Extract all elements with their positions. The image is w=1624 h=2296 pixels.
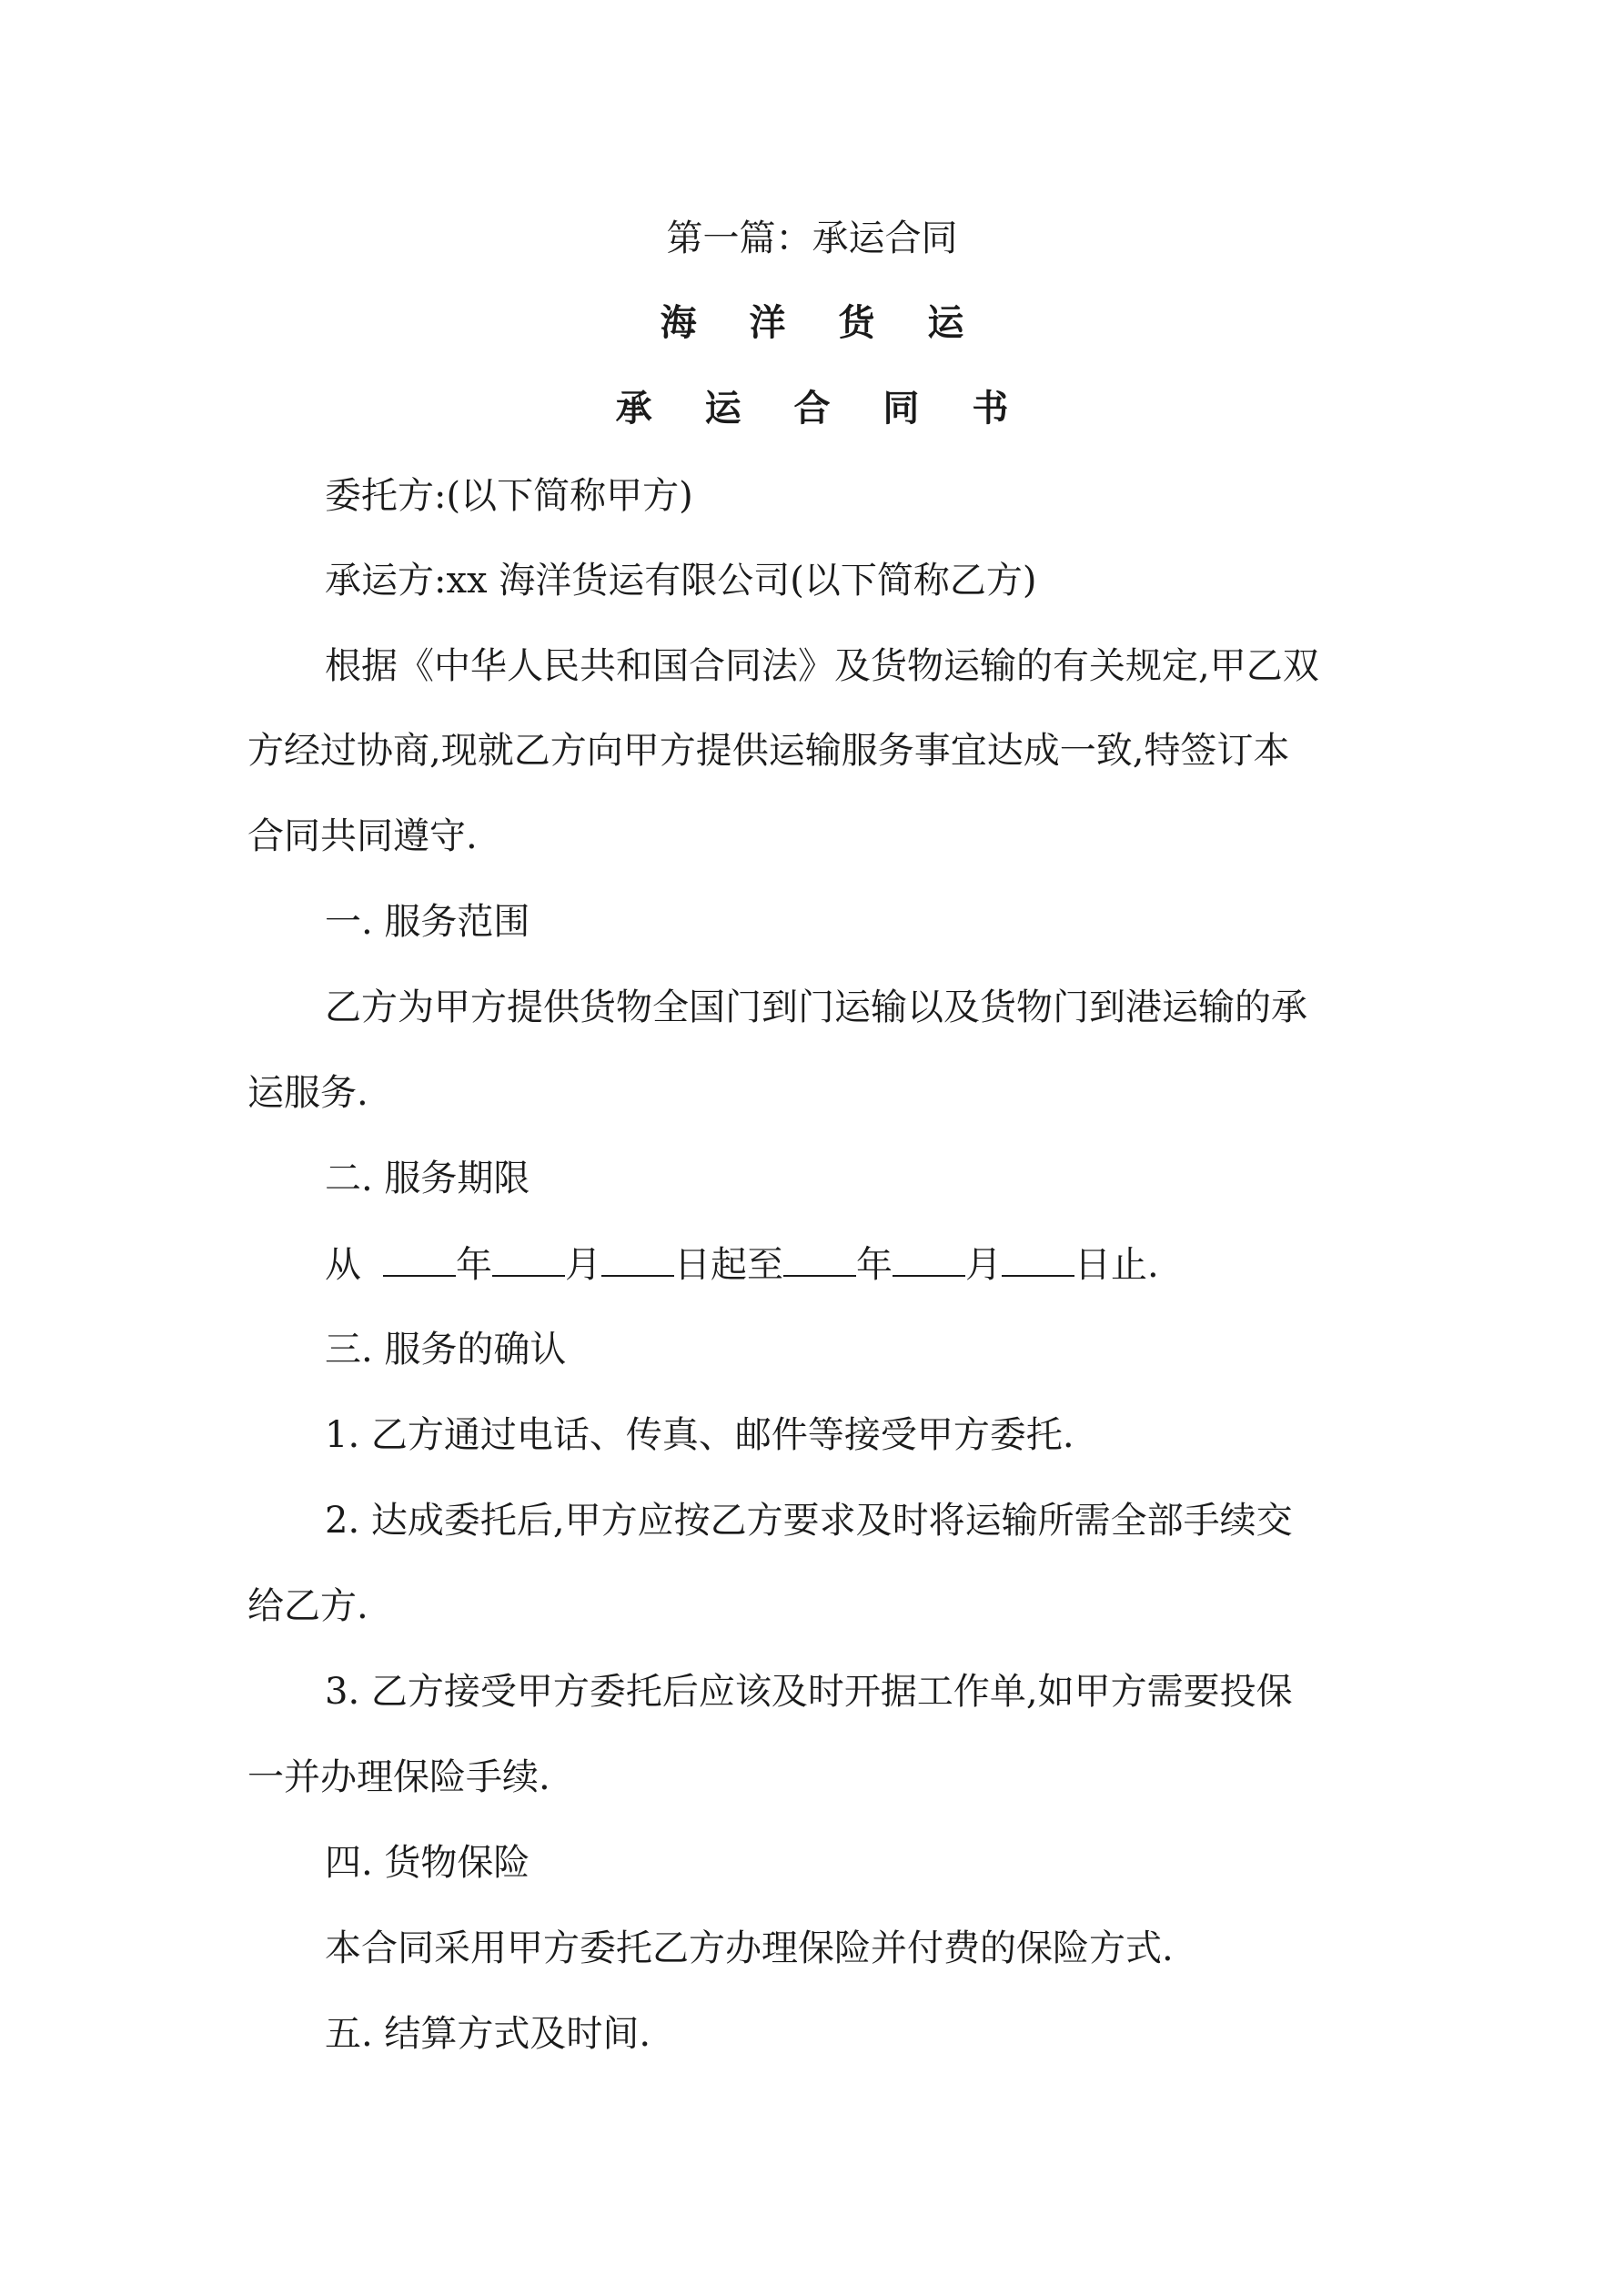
end-day-blank xyxy=(1002,1242,1074,1277)
section-5-heading: 五. 结算方式及时间. xyxy=(325,2013,651,2055)
term-from: 从 xyxy=(325,1244,361,1286)
term-month-label: 月 xyxy=(565,1244,601,1286)
section-1-body-line-2: 运服务. xyxy=(247,1072,368,1114)
service-term-line xyxy=(325,1242,1159,1287)
section-2-heading: 二. 服务期限 xyxy=(325,1158,530,1199)
consignor-line: 委托方:(以下简称甲方) xyxy=(325,475,693,517)
section-3-item-1: 1. 乙方通过电话、传真、邮件等接受甲方委托. xyxy=(325,1414,1074,1456)
preamble-line-1: 根据《中华人民共和国合同法》及货物运输的有关规定,甲乙双 xyxy=(325,645,1319,687)
section-1-body-line-1: 乙方为甲方提供货物全国门到门运输以及货物门到港运输的承 xyxy=(325,986,1307,1028)
preamble-line-3: 合同共同遵守. xyxy=(247,815,478,857)
title-line-1: 海 洋 货 运 xyxy=(660,301,984,344)
section-4-heading: 四. 货物保险 xyxy=(325,1842,530,1884)
term-year-label: 年 xyxy=(456,1244,492,1286)
start-month-blank xyxy=(492,1242,565,1277)
end-month-blank xyxy=(893,1242,965,1277)
section-4-body: 本合同采用甲方委托乙方办理保险并付费的保险方式. xyxy=(325,1927,1174,1969)
section-3-heading: 三. 服务的确认 xyxy=(325,1329,567,1371)
term-end-month-label: 月 xyxy=(965,1244,1002,1286)
preamble-line-2: 方经过协商,现就乙方向甲方提供运输服务事宜达成一致,特签订本 xyxy=(247,730,1290,772)
term-day-end-label: 日止. xyxy=(1074,1244,1159,1286)
title-line-2: 承 运 合 同 书 xyxy=(615,387,1029,430)
start-year-blank xyxy=(383,1242,456,1277)
section-3-item-3-line-2: 一并办理保险手续. xyxy=(247,1756,550,1798)
term-day-start-label: 日起至 xyxy=(674,1244,783,1286)
section-1-heading: 一. 服务范围 xyxy=(325,901,530,943)
document-heading: 第一篇：承运合同 xyxy=(666,217,958,259)
term-end-year-label: 年 xyxy=(856,1244,893,1286)
start-day-blank xyxy=(601,1242,674,1277)
section-3-item-2-line-1: 2. 达成委托后,甲方应按乙方要求及时将运输所需全部手续交 xyxy=(325,1500,1293,1542)
end-year-blank xyxy=(783,1242,856,1277)
section-3-item-3-line-1: 3. 乙方接受甲方委托后应该及时开据工作单,如甲方需要投保 xyxy=(325,1671,1293,1713)
section-3-item-2-line-2: 给乙方. xyxy=(247,1585,368,1627)
carrier-line: 承运方:xx 海洋货运有限公司(以下简称乙方) xyxy=(325,560,1037,602)
